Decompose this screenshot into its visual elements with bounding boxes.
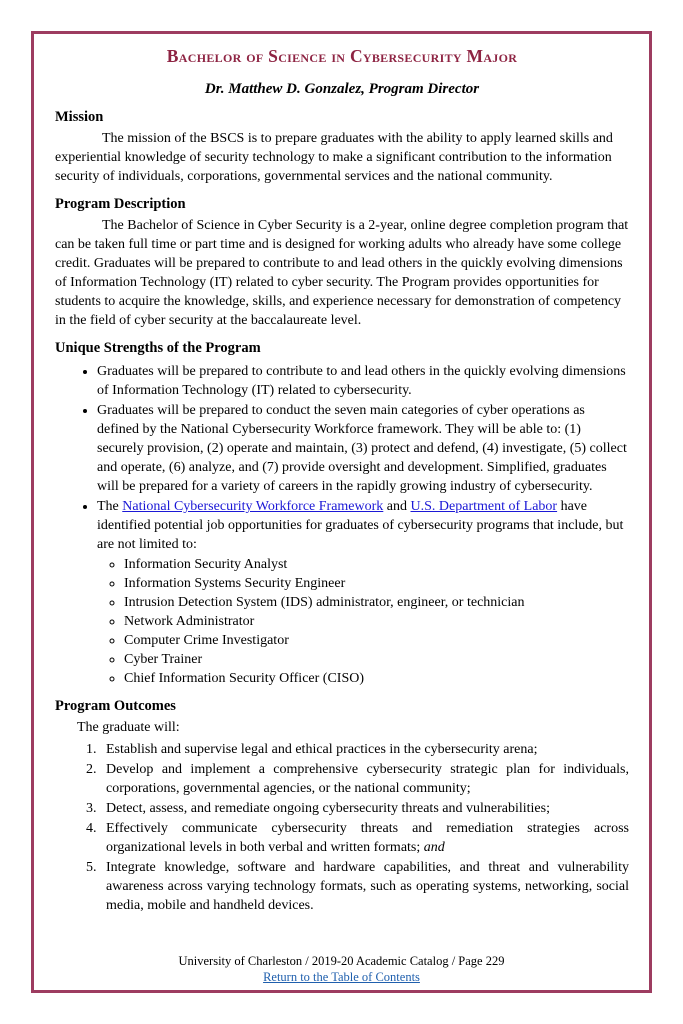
unique-strengths-heading: Unique Strengths of the Program [55, 340, 261, 356]
strength-item-1: • Graduates will be prepared to contribute to and lead others in the quickly evolving dimensions of Information Technology (IT) related to cybersecurity. [97, 362, 629, 400]
outcomes-intro: The graduate will: [77, 720, 180, 735]
us-department-of-labor-link[interactable]: U.S. Department of Labor [410, 499, 558, 514]
page-title: Bachelor of Science in Cybersecurity Major [166, 46, 518, 66]
mission-paragraph: The mission of the BSCS is to prepare graduates with the ability to apply learned skills and experiential knowledge of security technology to make a significant contribution to the information security of individuals, corporations, governmental services and the national community. [55, 131, 613, 184]
outcome-text: Establish and supervise legal and ethical practices in the cybersecurity arena; [106, 742, 538, 757]
job-item: ◦ Information Security Analyst [124, 555, 629, 574]
outcome-text: Effectively communicate cybersecurity threats and remediation strategies across organizational levels in both verbal and written formats; [106, 821, 629, 855]
job-item: ◦ Intrusion Detection System (IDS) administrator, engineer, or technician [124, 593, 629, 612]
outcome-item-3 [100, 799, 629, 818]
strength-item-3 [97, 497, 629, 688]
program-outcomes-heading: Program Outcomes [55, 698, 176, 714]
strength-item-3-middle: and [383, 499, 411, 514]
page-border-frame [31, 31, 652, 993]
job-item: ◦ Computer Crime Investigator [124, 631, 629, 650]
outcome-item-1 [100, 740, 629, 759]
outcome-text: Integrate knowledge, software and hardware capabilities, and threat and vulnerability awareness across varying technology formats, such as operating systems, networking, social media, mobile and handheld devices. [106, 860, 629, 913]
mission-heading: Mission [55, 109, 104, 125]
program-description-paragraph: The Bachelor of Science in Cyber Security is a 2-year, online degree completion program that can be taken full time or part time and is designed for working adults who already have some college credit. Graduates will be prepared to contribute to and lead others in the quickly evolving dimensions of Information Technology (IT) related to cyber security. The Program provides opportunities for students to acquire the knowledge, skills, and experience necessary for demonstration of competency in the field of cyber security at the baccalaureate level. [55, 218, 629, 328]
outcomes-list [55, 740, 629, 915]
return-to-toc-link[interactable]: Return to the Table of Contents [263, 970, 420, 984]
footer-catalog-line: University of Charleston / 2019-20 Academic Catalog / Page 229 [178, 954, 505, 968]
outcome-item-4 [100, 819, 629, 857]
job-item: ◦ Chief Information Security Officer (CISO) [124, 669, 629, 688]
unique-strengths-list [55, 362, 629, 688]
job-opportunities-list [97, 555, 629, 688]
outcome-text: Develop and implement a comprehensive cybersecurity strategic plan for individuals, corporations, governmental agencies, or the national community; [106, 762, 629, 796]
page-footer [34, 953, 649, 985]
job-item: ◦ Cyber Trainer [124, 650, 629, 669]
job-item: ◦ Network Administrator [124, 612, 629, 631]
outcome-text: Detect, assess, and remediate ongoing cybersecurity threats and vulnerabilities; [106, 801, 550, 816]
workforce-framework-link[interactable]: National Cybersecurity Workforce Framework [122, 499, 384, 514]
program-director-line: Dr. Matthew D. Gonzalez, Program Director [204, 81, 480, 97]
program-description-heading: Program Description [55, 196, 186, 212]
job-item: ◦ Information Systems Security Engineer [124, 574, 629, 593]
strength-item-3-prefix: The [97, 499, 123, 514]
outcome-italic: and [423, 840, 445, 855]
strength-item-2: • Graduates will be prepared to conduct the seven main categories of cyber operations as defined by the National Cybersecurity Workforce framework. They will be able to: (1) securely provision, (2) operate and maintain, (3) protect and defend, (4) investigate, (5) collect and operate, (6) analyze, and (7) provide oversight and development. Simplified, graduates will be prepared for a variety of careers in the rapidly growing industry of cybersecurity. [97, 401, 629, 496]
outcome-item-5 [100, 858, 629, 915]
outcome-item-2 [100, 760, 629, 798]
strength-item-3-suffix: have identified potential job opportunities for graduates of cybersecurity programs that include, but are not limited to: [97, 499, 624, 552]
